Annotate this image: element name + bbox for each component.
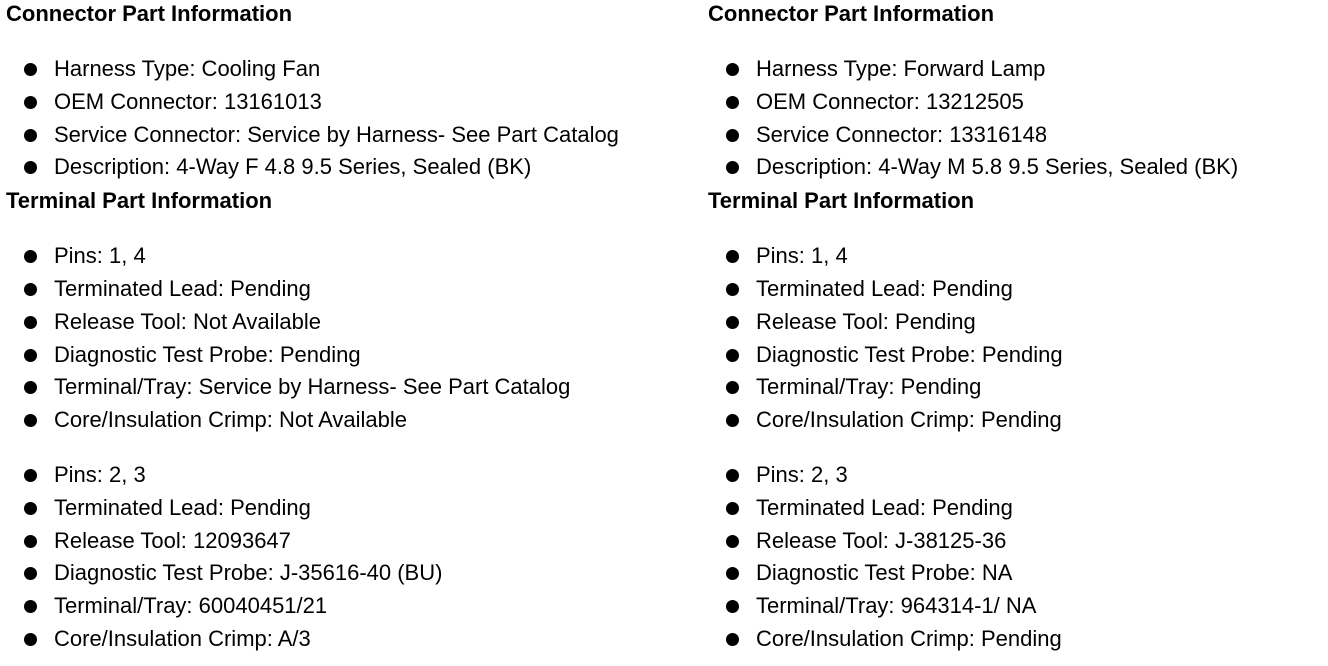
release-tool-item: Release Tool: 12093647	[6, 525, 706, 558]
terminated-lead-item: Terminated Lead: Pending	[708, 492, 1323, 525]
connector-info-list	[6, 53, 706, 184]
terminal-tray-item: Terminal/Tray: 964314-1/ NA	[708, 590, 1323, 623]
harness-type-item: Harness Type: Cooling Fan	[6, 53, 706, 86]
terminal-part-heading: Terminal Part Information	[708, 188, 975, 214]
pins-item: Pins: 2, 3	[6, 459, 706, 492]
terminal-part-heading: Terminal Part Information	[6, 188, 273, 214]
pins-item: Pins: 1, 4	[708, 240, 1323, 273]
right-column	[708, 0, 1323, 656]
description-item: Description: 4-Way F 4.8 9.5 Series, Sealed (BK)	[6, 151, 706, 184]
release-tool-item: Release Tool: Pending	[708, 306, 1323, 339]
terminal-tray-item: Terminal/Tray: Pending	[708, 371, 1323, 404]
terminal-tray-item: Terminal/Tray: Service by Harness- See Part Catalog	[6, 371, 706, 404]
terminated-lead-item: Terminated Lead: Pending	[6, 492, 706, 525]
service-connector-item: Service Connector: Service by Harness- See Part Catalog	[6, 119, 706, 152]
release-tool-item: Release Tool: J-38125-36	[708, 525, 1323, 558]
service-connector-item: Service Connector: 13316148	[708, 119, 1323, 152]
pins-item: Pins: 2, 3	[708, 459, 1323, 492]
description-item: Description: 4-Way M 5.8 9.5 Series, Sealed (BK)	[708, 151, 1323, 184]
connector-info-list	[708, 53, 1323, 184]
terminal-info-list-pins-2-3	[708, 459, 1323, 656]
core-insulation-crimp-item: Core/Insulation Crimp: Not Available	[6, 404, 706, 437]
connector-part-heading: Connector Part Information	[708, 1, 995, 26]
diagnostic-test-probe-item: Diagnostic Test Probe: NA	[708, 557, 1323, 590]
left-column	[6, 0, 706, 656]
harness-type-item: Harness Type: Forward Lamp	[708, 53, 1323, 86]
diagnostic-test-probe-item: Diagnostic Test Probe: Pending	[6, 339, 706, 372]
terminated-lead-item: Terminated Lead: Pending	[708, 273, 1323, 306]
diagnostic-test-probe-item: Diagnostic Test Probe: J-35616-40 (BU)	[6, 557, 706, 590]
terminal-info-list-pins-2-3	[6, 459, 706, 656]
core-insulation-crimp-item: Core/Insulation Crimp: Pending	[708, 623, 1323, 656]
terminal-tray-item: Terminal/Tray: 60040451/21	[6, 590, 706, 623]
oem-connector-item: OEM Connector: 13212505	[708, 86, 1323, 119]
release-tool-item: Release Tool: Not Available	[6, 306, 706, 339]
terminated-lead-item: Terminated Lead: Pending	[6, 273, 706, 306]
terminal-info-list-pins-1-4	[6, 240, 706, 437]
diagnostic-test-probe-item: Diagnostic Test Probe: Pending	[708, 339, 1323, 372]
pins-item: Pins: 1, 4	[6, 240, 706, 273]
connector-part-heading: Connector Part Information	[6, 1, 293, 26]
oem-connector-item: OEM Connector: 13161013	[6, 86, 706, 119]
core-insulation-crimp-item: Core/Insulation Crimp: A/3	[6, 623, 706, 656]
core-insulation-crimp-item: Core/Insulation Crimp: Pending	[708, 404, 1323, 437]
terminal-info-list-pins-1-4	[708, 240, 1323, 437]
